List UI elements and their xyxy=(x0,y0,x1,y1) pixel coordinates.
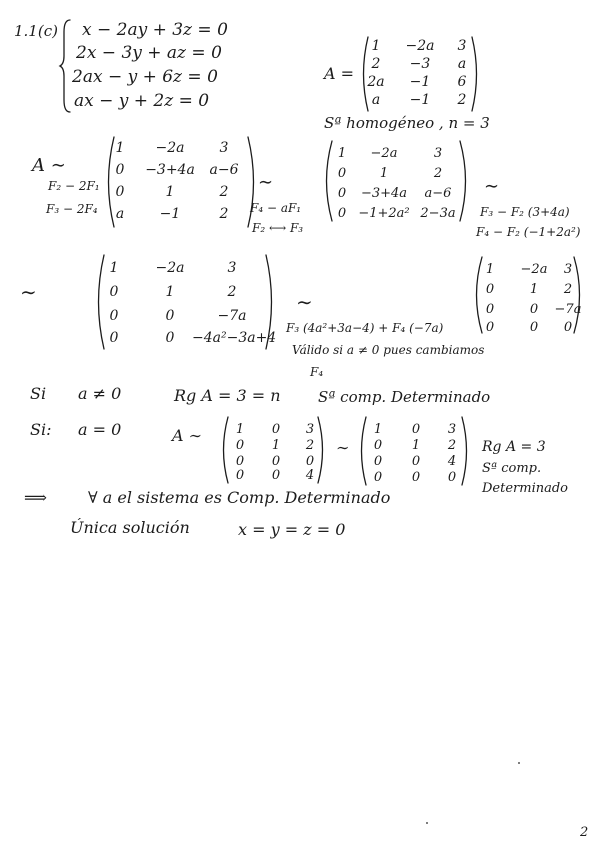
matrix-cell: 0 xyxy=(235,468,245,483)
matrix-cell: 3 xyxy=(219,140,229,156)
matrix-cell: −3+4a xyxy=(145,162,195,178)
matrix-cell: 0 xyxy=(373,454,383,469)
matrix-cell: −4a²−3a+4 xyxy=(192,330,277,346)
matrix-cell: 1 xyxy=(379,166,389,181)
equation-3: 2ax − y + 6z = 0 xyxy=(72,67,218,87)
matrix-cell: 0 xyxy=(235,438,245,453)
matrix-cell: −3 xyxy=(409,56,431,72)
case2-conclusion-1: Sª comp. xyxy=(482,461,542,476)
final-arrow: ⟹ xyxy=(24,488,47,507)
case2-right-matrix xyxy=(362,418,468,484)
matrix-cell: 1 xyxy=(109,260,119,276)
matrix-cell: 0 xyxy=(529,320,539,335)
equation-1: x − 2ay + 3z = 0 xyxy=(82,20,228,40)
matrix-cell: 0 xyxy=(563,320,573,335)
matrix-cell: a xyxy=(371,92,381,108)
matrix-cell: 1 xyxy=(411,438,421,453)
case1-conclusion: Sª comp. Determinado xyxy=(318,388,491,406)
step3-tilde: ∼ xyxy=(484,176,500,197)
matrix-cell: 0 xyxy=(447,470,457,485)
case1-condition: a ≠ 0 xyxy=(78,384,122,403)
matrix-cell: 0 xyxy=(373,438,383,453)
step3-right-bracket xyxy=(264,254,278,350)
matrix-cell: −2a xyxy=(370,146,398,161)
matrix-cell: 2 xyxy=(227,284,237,300)
matrix-cell: −1 xyxy=(409,92,431,108)
matrix-cell: −1+2a² xyxy=(358,206,410,221)
step2-op-2: F₂ ⟷ F₃ xyxy=(252,221,304,235)
step2-tilde: ∼ xyxy=(258,172,274,193)
matrix-cell: −2a xyxy=(155,140,185,156)
case2-left-matrix-right-bracket xyxy=(316,416,328,484)
matrix-cell: 0 xyxy=(411,454,421,469)
matrix-cell: 3 xyxy=(457,38,467,54)
matrix-cell: 0 xyxy=(529,302,539,317)
matrix-cell: 1 xyxy=(165,184,175,200)
matrix-cell: 3 xyxy=(227,260,237,276)
matrix-cell: 1 xyxy=(165,284,175,300)
step3-lead-tilde: ∼ xyxy=(20,280,37,304)
step1-op-2: F₃ − 2F₄ xyxy=(46,202,98,216)
matrix-cell: 2 xyxy=(371,56,381,72)
step4-op: F₃ (4a²+3a−4) + F₄ (−7a) xyxy=(286,321,444,335)
matrix-cell: −1 xyxy=(159,206,181,222)
final-statement: ∀ a el sistema es Comp. Determinado xyxy=(88,488,391,507)
case2-label-a: A ∼ xyxy=(172,426,203,445)
step4-note-1: Válido si a ≠ 0 pues cambiamos xyxy=(292,343,485,357)
step2-matrix xyxy=(328,142,470,222)
matrix-cell: −2a xyxy=(520,262,548,277)
matrix-cell: 0 xyxy=(337,206,347,221)
matrix-cell: −2a xyxy=(155,260,185,276)
matrix-cell: a−6 xyxy=(424,186,452,201)
matrix-cell: −3+4a xyxy=(360,186,408,201)
matrix-cell: 2 xyxy=(305,438,315,453)
case2-conclusion-2: Determinado xyxy=(482,481,569,496)
solution: x = y = z = 0 xyxy=(238,520,346,539)
matrix-cell: 0 xyxy=(411,422,421,437)
matrix-a-right-bracket xyxy=(470,36,482,112)
step1-op-1: F₂ − 2F₁ xyxy=(48,179,100,193)
matrix-cell: 0 xyxy=(271,422,281,437)
matrix-cell: −7a xyxy=(217,308,247,324)
matrix-cell: 3 xyxy=(305,422,315,437)
matrix-cell: 0 xyxy=(165,330,175,346)
matrix-cell: −2a xyxy=(405,38,435,54)
matrix-cell: 2a xyxy=(367,74,385,90)
matrix-cell: 0 xyxy=(485,282,495,297)
case1-label: Si xyxy=(30,384,47,403)
step3-matrix xyxy=(100,258,276,348)
matrix-cell: 1 xyxy=(271,438,281,453)
matrix-cell: a xyxy=(115,206,125,222)
matrix-cell: 0 xyxy=(109,330,119,346)
matrix-cell: 3 xyxy=(563,262,573,277)
matrix-cell: 3 xyxy=(433,146,443,161)
matrix-cell: 0 xyxy=(485,320,495,335)
matrix-cell: 1 xyxy=(337,146,347,161)
case1-result: Rg A = 3 = n xyxy=(174,386,281,405)
step2-right-bracket xyxy=(458,140,472,222)
matrix-cell: 0 xyxy=(271,468,281,483)
matrix-cell: 1 xyxy=(115,140,125,156)
matrix-cell: 2 xyxy=(219,184,229,200)
matrix-cell: 0 xyxy=(411,470,421,485)
problem-label: 1.1(c) xyxy=(14,22,58,40)
step1-label: A ∼ xyxy=(32,155,66,176)
matrix-cell: 0 xyxy=(235,454,245,469)
matrix-cell: 0 xyxy=(271,454,281,469)
matrix-cell: 1 xyxy=(235,422,245,437)
matrix-cell: 2 xyxy=(447,438,457,453)
matrix-cell: a xyxy=(457,56,467,72)
matrix-cell: 2 xyxy=(457,92,467,108)
system-brace xyxy=(60,18,74,114)
speck xyxy=(518,762,520,764)
matrix-cell: 2−3a xyxy=(420,206,456,221)
step4-tilde: ∼ xyxy=(296,290,313,314)
case2-label: Si: xyxy=(30,420,52,439)
matrix-cell: 0 xyxy=(305,454,315,469)
equation-4: ax − y + 2z = 0 xyxy=(74,91,210,111)
matrix-cell: 1 xyxy=(529,282,539,297)
matrix-a xyxy=(362,38,480,112)
matrix-cell: 0 xyxy=(109,308,119,324)
case2-left-matrix xyxy=(224,418,324,482)
matrix-cell: 1 xyxy=(373,422,383,437)
matrix-cell: 0 xyxy=(337,186,347,201)
matrix-cell: 1 xyxy=(485,262,495,277)
case2-rank: Rg A = 3 xyxy=(482,439,546,455)
matrix-cell: 0 xyxy=(115,162,125,178)
step1-matrix xyxy=(108,140,258,226)
matrix-cell: 0 xyxy=(115,184,125,200)
matrix-cell: −7a xyxy=(554,302,582,317)
matrix-cell: 2 xyxy=(563,282,573,297)
matrix-cell: 1 xyxy=(371,38,381,54)
matrix-cell: 0 xyxy=(165,308,175,324)
matrix-cell: 4 xyxy=(447,454,457,469)
step2-op-1: F₄ − aF₁ xyxy=(250,201,302,215)
matrix-cell: 4 xyxy=(305,468,315,483)
step4-matrix xyxy=(476,258,582,334)
matrix-a-label: A = xyxy=(324,64,355,83)
matrix-cell: 0 xyxy=(109,284,119,300)
step3-op-2: F₄ − F₂ (−1+2a²) xyxy=(476,225,581,239)
matrix-cell: 0 xyxy=(373,470,383,485)
matrix-cell: 3 xyxy=(447,422,457,437)
system-note: Sª homogéneo , n = 3 xyxy=(324,114,490,132)
equation-2: 2x − 3y + az = 0 xyxy=(76,43,222,63)
matrix-cell: 2 xyxy=(219,206,229,222)
matrix-cell: −1 xyxy=(409,74,431,90)
page-number: 2 xyxy=(580,825,589,840)
step3-op-1: F₃ − F₂ (3+4a) xyxy=(480,205,570,219)
speck xyxy=(426,822,428,824)
case2-tilde: ∼ xyxy=(336,438,350,457)
matrix-cell: 0 xyxy=(337,166,347,181)
case2-right-matrix-right-bracket xyxy=(460,416,472,486)
case2-condition: a = 0 xyxy=(78,420,122,439)
matrix-cell: 0 xyxy=(485,302,495,317)
matrix-cell: a−6 xyxy=(209,162,239,178)
step4-right-bracket xyxy=(572,256,586,334)
step4-note-2: F₄ xyxy=(310,365,324,379)
matrix-cell: 6 xyxy=(457,74,467,90)
solution-label: Única solución xyxy=(70,518,190,537)
matrix-cell: 2 xyxy=(433,166,443,181)
